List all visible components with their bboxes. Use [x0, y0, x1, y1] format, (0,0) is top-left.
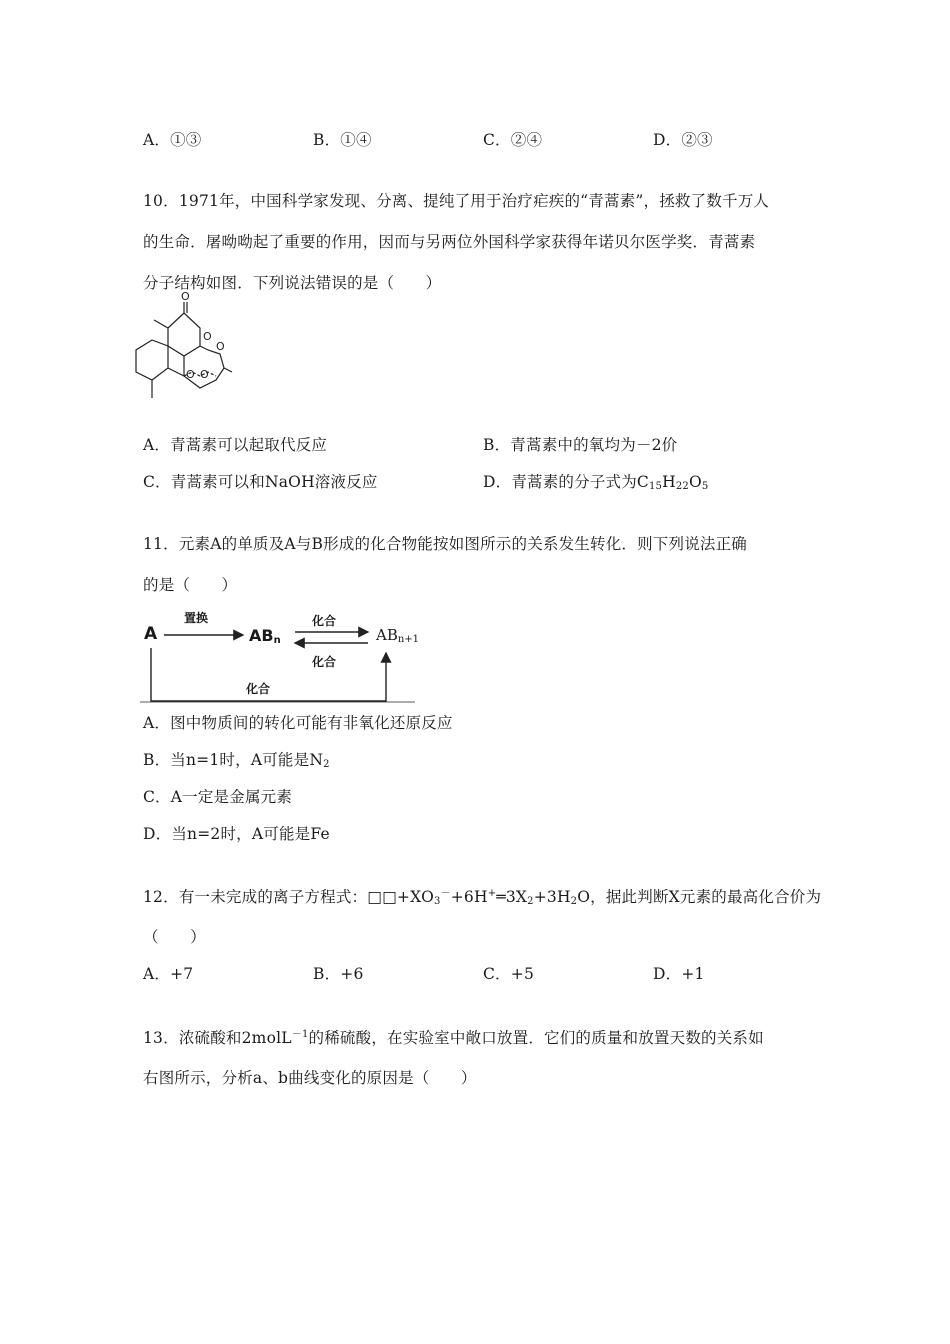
- oxygen-label-peroxide-2: O: [200, 368, 209, 381]
- q10-option-c: C．青蒿素可以和NaOH溶液反应: [143, 473, 378, 491]
- q10-option-b: B．青蒿素中的氧均为－2价: [483, 436, 678, 454]
- q11-stem-line1: 11．元素A的单质及A与B形成的化合物能按如图所示的关系发生转化．则下列说法正确: [143, 535, 748, 553]
- q9-option-d: D．②③: [653, 131, 713, 149]
- artemisinin-structure-figure: [128, 288, 243, 413]
- q12-option-d: D．+1: [653, 965, 705, 983]
- label-combine-bottom: 化合: [246, 682, 271, 696]
- q12-stem-line2: （ ）: [143, 928, 206, 946]
- q12-stem-line1: 12．有一未完成的离子方程式：$□□+XO_3^-+6H^+═3X_2+3H_2O$，据此判断X元素的最高化合价为: [143, 888, 822, 907]
- node-abn: $AB_n$: [249, 626, 281, 646]
- q13-stem-line2: 右图所示，分析a、b曲线变化的原因是（ ）: [143, 1069, 477, 1087]
- q9-option-c: C．②④: [483, 131, 543, 149]
- q11-reaction-diagram: [140, 604, 420, 706]
- q12-option-c: C．+5: [483, 965, 535, 983]
- oxygen-label-ring: O: [203, 330, 212, 343]
- q10-option-a: A．青蒿素可以起取代反应: [143, 436, 328, 454]
- q11-option-d: D．当n=2时，A可能是Fe: [143, 825, 330, 843]
- q11-stem-line2: 的是（ ）: [143, 576, 238, 594]
- q11-option-c: C．A一定是金属元素: [143, 788, 293, 806]
- node-abn1: $AB_{n+1}$: [376, 626, 420, 645]
- q10-stem-line1: 10．1971年，中国科学家发现、分离、提纯了用于治疗疟疾的“青蒿素”，拯救了数千万人: [143, 192, 770, 210]
- q10-stem-line3: 分子结构如图．下列说法错误的是（ ）: [143, 274, 442, 292]
- q10-option-d: D．青蒿素的分子式为$C_{15}H_{22}O_5$: [483, 473, 709, 492]
- node-a: A: [144, 624, 158, 644]
- q10-stem-line2: 的生命．屠呦呦起了重要的作用，因而与另两位外国科学家获得年诺贝尔医学奖．青蒿素: [143, 233, 756, 251]
- q13-stem-line1: 13．浓硫酸和2molL$^{-1}$的稀硫酸，在实验室中敞口放置．它们的质量和放置天数的关系如: [143, 1029, 764, 1047]
- q9-option-b: B．①④: [313, 131, 372, 149]
- oxygen-label-peroxide-1: O: [186, 368, 195, 381]
- q12-option-a: A．+7: [143, 965, 194, 983]
- q9-option-a: A．①③: [143, 131, 202, 149]
- label-displace: 置换: [184, 611, 209, 625]
- oxygen-label-ether: O: [216, 340, 225, 353]
- oxygen-label-carbonyl: O: [181, 290, 190, 303]
- label-combine-top: 化合: [312, 614, 337, 628]
- q11-option-a: A．图中物质间的转化可能有非氧化还原反应: [143, 714, 453, 732]
- q12-option-b: B．+6: [313, 965, 364, 983]
- q11-option-b: B．当n=1时，A可能是$N_2$: [143, 751, 330, 770]
- label-combine-mid: 化合: [312, 655, 337, 669]
